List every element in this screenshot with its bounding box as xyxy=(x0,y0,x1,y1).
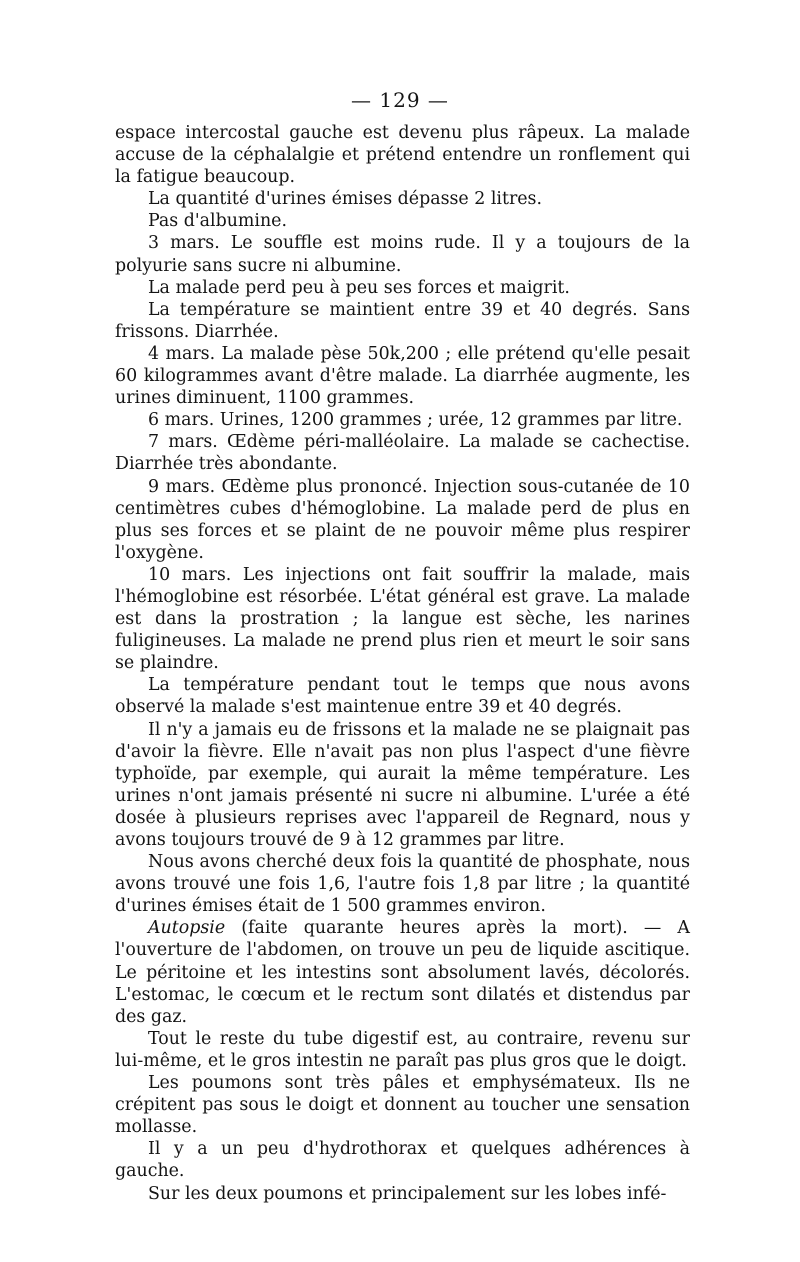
paragraph: 10 mars. Les injections ont fait souffrir la malade, mais l'hémoglobine est résorbée. L'état général est grave. La malade est dans la prostration ; la langue est sèche, les narines fuligineuses. La malade ne prend plus rien et meurt le soir sans se plaindre. xyxy=(115,564,690,674)
paragraph: La quantité d'urines émises dépasse 2 litres. xyxy=(148,189,543,210)
paragraph: La température pendant tout le temps que nous avons observé la malade s'est maintenue entre 39 et 40 degrés. xyxy=(115,675,690,718)
italic-heading: Autopsie xyxy=(148,918,226,939)
paragraph: 7 mars. Œdème péri-malléolaire. La malade se cachectise. Diarrhée très abondante. xyxy=(115,432,690,475)
paragraph: La malade perd peu à peu ses forces et maigrit. xyxy=(148,277,570,298)
paragraph: La température se maintient entre 39 et 40 degrés. Sans frissons. Diarrhée. xyxy=(115,299,690,342)
paragraph: espace intercostal gauche est devenu plus râpeux. La malade accuse de la céphalalgie et prétend entendre un ronflement qui la fatigue beaucoup. xyxy=(115,123,690,188)
paragraph: Tout le reste du tube digestif est, au contraire, revenu sur lui-même, et le gros intestin ne paraît pas plus gros que le doigt. xyxy=(115,1028,690,1071)
paragraph-autopsie xyxy=(115,917,690,1027)
paragraph: 6 mars. Urines, 1200 grammes ; urée, 12 grammes par litre. xyxy=(148,410,683,431)
paragraph: 3 mars. Le souffle est moins rude. Il y a toujours de la polyurie sans sucre ni albumine. xyxy=(115,233,690,276)
page-number: — 129 — xyxy=(351,88,449,112)
paragraph-text: (faite quarante heures après la mort). — A l'ouverture de l'abdomen, on trouve un peu de liquide ascitique. Le péritoine et les intestins sont absolument lavés, décolorés. L'estomac, le cœcum et le rectum sont dilatés et distendus par des gaz. xyxy=(115,918,690,1027)
paragraph: 9 mars. Œdème plus prononcé. Injection sous-cutanée de 10 centimètres cubes d'hémoglobine. La malade perd de plus en plus ses forces et se plaint de ne pouvoir même plus respirer l'oxygène. xyxy=(115,476,690,563)
paragraph: Sur les deux poumons et principalement sur les lobes infé- xyxy=(148,1183,667,1204)
paragraph: Pas d'albumine. xyxy=(148,211,287,232)
paragraph: Il y a un peu d'hydrothorax et quelques adhérences à gauche. xyxy=(115,1139,690,1182)
body-text xyxy=(115,122,690,1205)
paragraph: Nous avons cherché deux fois la quantité de phosphate, nous avons trouvé une fois 1,6, l'autre fois 1,8 par litre ; la quantité d'urines émises était de 1 500 grammes environ. xyxy=(115,852,690,917)
paragraph: Les poumons sont très pâles et emphysémateux. Ils ne crépitent pas sous le doigt et donnent au toucher une sensation mollasse. xyxy=(115,1073,690,1138)
paragraph: 4 mars. La malade pèse 50k,200 ; elle prétend qu'elle pesait 60 kilogrammes avant d'être malade. La diarrhée augmente, les urines diminuent, 1100 grammes. xyxy=(115,343,690,409)
paragraph: Il n'y a jamais eu de frissons et la malade ne se plaignait pas d'avoir la fièvre. Elle n'avait pas non plus l'aspect d'une fièvre typhoïde, par exemple, qui aurait la même température. Les urines n'ont jamais présenté ni sucre ni albumine. L'urée a été dosée à plusieurs reprises avec l'appareil de Regnard, nous y avons toujours trouvé de 9 à 12 grammes par litre. xyxy=(115,719,690,850)
